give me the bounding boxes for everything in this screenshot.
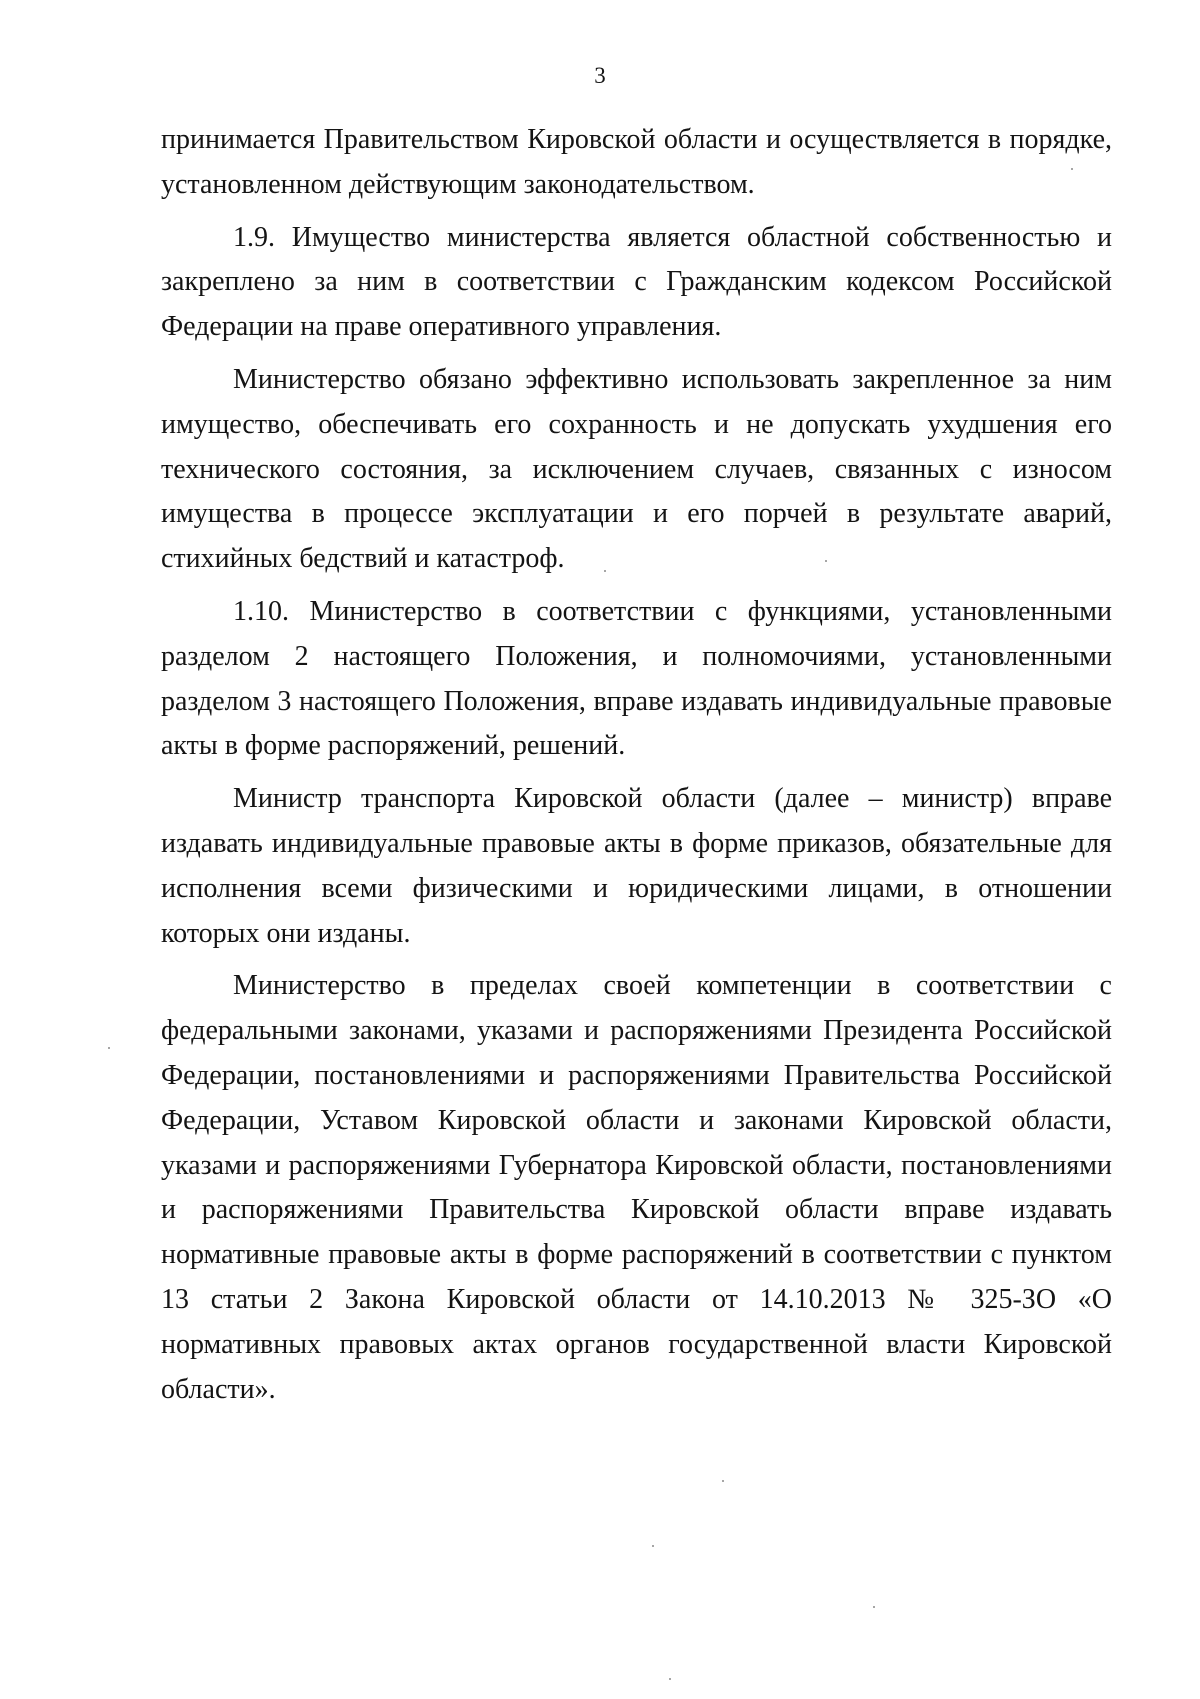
paragraph: Министр транспорта Кировской области (далее – министр) вправе издавать индивидуальные правовые акты в форме приказов, обязательные для исполнения всеми физическими и юридическими лицами, в отношении которых они изданы. xyxy=(161,783,1112,949)
paragraph: 1.10. Министерство в соответствии с функциями, установленными разделом 2 настоящего Положения, и полномочиями, установленными разделом 3 настоящего Положения, вправе издавать индивидуальные правовые акты в форме распоряжений, решений. xyxy=(161,595,1112,762)
scan-speck xyxy=(652,1545,654,1547)
paragraph: Министерство в пределах своей компетенции в соответствии с федеральными законами, указами и распоряжениями Президента Российской Федерации, постановлениями и распоряжениями Правительства Российской Федерации, Уставом Кировской области и законами Кировской области, указами и распоряжениями Губернатора Кировской области, постановлениями и распоряжениями Правительства Кировской области вправе издавать нормативные правовые акты в форме распоряжений в соответствии с пунктом 13 статьи 2 Закона Кировской области от 14.10.2013 № 325-ЗО «О нормативных правовых актах органов государственной власти Кировской области». xyxy=(161,970,1112,1405)
scan-speck xyxy=(604,570,606,572)
scan-speck xyxy=(1071,168,1073,170)
scan-speck xyxy=(825,560,827,562)
page-number: 3 xyxy=(594,63,606,88)
scan-speck xyxy=(873,1606,875,1608)
scan-speck xyxy=(722,1480,724,1482)
paragraph: принимается Правительством Кировской области и осуществляется в порядке, установленном действующим законодательством. xyxy=(161,124,1112,200)
scan-speck xyxy=(108,1047,110,1049)
paragraph: Министерство обязано эффективно использовать закрепленное за ним имущество, обеспечивать его сохранность и не допускать ухудшения его технического состояния, за исключением случаев, связанных с износом имущества в процессе эксплуатации и его порчей в результате аварий, стихийных бедствий и катастроф. xyxy=(161,363,1112,575)
document-body xyxy=(161,118,1112,1412)
scan-speck xyxy=(669,1678,671,1680)
paragraph: 1.9. Имущество министерства является областной собственностью и закреплено за ним в соответствии с Гражданским кодексом Российской Федерации на праве оперативного управления. xyxy=(161,221,1112,343)
